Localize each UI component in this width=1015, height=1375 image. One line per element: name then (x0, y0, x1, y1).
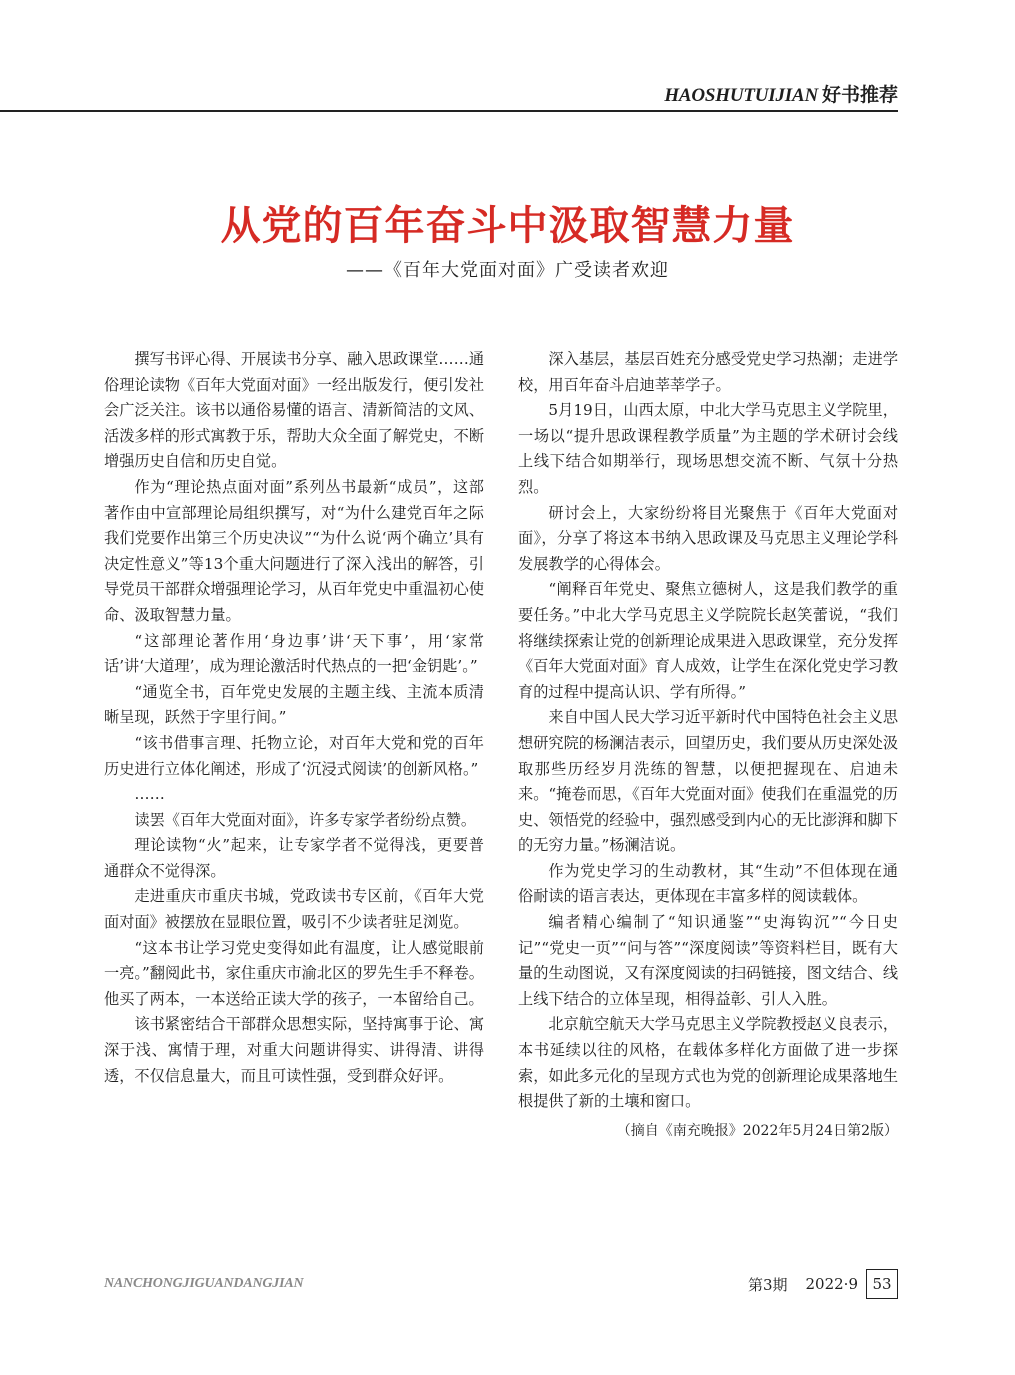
page-number: 53 (866, 1269, 898, 1299)
paragraph: “这本书让学习党史变得如此有温度，让人感觉眼前一亮。”翻阅此书，家住重庆市渝北区的罗先生手不释卷。他买了两本，一本送给正读大学的孩子，一本留给自己。 (104, 938, 484, 1008)
paragraph: …… (134, 785, 165, 804)
paragraph: 研讨会上，大家纷纷将目光聚焦于《百年大党面对面》，分享了将这本书纳入思政课及马克思主义理论学科发展教学的心得体会。 (518, 503, 898, 573)
section-label (664, 80, 898, 107)
paragraph: “该书借事言理、托物立论，对百年大党和党的百年历史进行立体化阐述，形成了‘沉浸式阅读’的创新风格。” (104, 733, 484, 778)
section-label-cn: 好书推荐 (821, 84, 898, 106)
article-subtitle: ——《百年大党面对面》广受读者欢迎 (346, 260, 669, 281)
paragraph: 5月19日，山西太原，中北大学马克思主义学院里，一场以“提升思政课程教学质量”为主题的学术研讨会线上线下结合如期举行，现场思想交流不断、气氛十分热烈。 (518, 401, 898, 496)
paragraph: 北京航空航天大学马克思主义学院教授赵义良表示，本书延续以往的风格，在载体多样化方面做了进一步探索，如此多元化的呈现方式也为党的创新理论成果落地生根提供了新的土壤和窗口。 (518, 1015, 898, 1111)
paragraph: “阐释百年党史、聚焦立德树人，这是我们教学的重要任务。”中北大学马克思主义学院院长赵笑蕾说，“我们将继续探索让党的创新理论成果进入思政课堂，充分发挥《百年大党面对面》育人成效，让学生在深化党史学习教育的过程中提高认识、学有所得。” (518, 580, 898, 701)
issue-date: 2022·9 (805, 1275, 858, 1293)
paragraph: 作为党史学习的生动教材，其“生动”不但体现在通俗耐读的语言表达，更体现在丰富多样的阅读载体。 (518, 861, 898, 906)
paragraph: “通览全书，百年党史发展的主题主线、主流本质清晰呈现，跃然于字里行间。” (104, 682, 484, 727)
page-footer (748, 1269, 898, 1299)
paragraph: 理论读物“火”起来，让专家学者不觉得浅，更要普通群众不觉得深。 (104, 836, 484, 880)
paragraph: 来自中国人民大学习近平新时代中国特色社会主义思想研究院的杨澜洁表示，回望历史，我们要从历史深处汲取那些历经岁月洗练的智慧，以便把握现在、启迪未来。“掩卷而思，《百年大党面对面》使我们在重温党的历史、领悟党的经验中，强烈感受到内心的无比澎湃和脚下的无穷力量。”杨澜洁说。 (518, 708, 898, 855)
page-header (0, 76, 898, 112)
right-column (518, 347, 898, 1144)
paragraph: 编者精心编制了“知识通鉴”“史海钩沉”“今日史记”“党史一页”“问与答”“深度阅读”等资料栏目，既有大量的生动图说，又有深度阅读的扫码链接，图文结合、线上线下结合的立体呈现，相得益彰、引人入胜。 (518, 913, 898, 1008)
journal-name: NANCHONGJIGUANDANGJIAN (104, 1276, 304, 1291)
paragraph: “这部理论著作用‘身边事’讲‘天下事’，用‘家常话’讲‘大道理’，成为理论激活时代热点的一把‘金钥匙’。” (104, 631, 484, 676)
paragraph: 走进重庆市重庆书城，党政读书专区前，《百年大党面对面》被摆放在显眼位置，吸引不少读者驻足浏览。 (104, 887, 484, 932)
source-note: （摘自《南充晚报》2022年5月24日第2版） (616, 1122, 898, 1139)
left-column (104, 347, 484, 1089)
paragraph: 撰写书评心得、开展读书分享、融入思政课堂……通俗理论读物《百年大党面对面》一经出版发行，便引发社会广泛关注。该书以通俗易懂的语言、清新简洁的文风、活泼多样的形式寓教于乐，帮助大众全面了解党史，不断增强历史自信和历史自觉。 (104, 350, 484, 471)
paragraph: 读罢《百年大党面对面》，许多专家学者纷纷点赞。 (134, 810, 477, 829)
paragraph: 作为“理论热点面对面”系列丛书最新“成员”，这部著作由中宣部理论局组织撰写，对“为什么建党百年之际我们党要作出第三个历史决议”“为什么说‘两个确立’具有决定性意义”等13个重大问题进行了深入浅出的解答，引导党员干部群众增强理论学习，从百年党史中重温初心使命、汲取智慧力量。 (104, 477, 484, 624)
paragraph: 深入基层，基层百姓充分感受党史学习热潮；走进学校，用百年奋斗启迪莘莘学子。 (518, 350, 898, 394)
issue-number: 第3期 (747, 1275, 788, 1294)
article-title: 从党的百年奋斗中汲取智慧力量 (220, 202, 795, 249)
paragraph: 该书紧密结合干部群众思想实际，坚持寓事于论、寓深于浅、寓情于理，对重大问题讲得实、讲得清、讲得透，不仅信息量大，而且可读性强，受到群众好评。 (104, 1015, 484, 1085)
section-label-en: HAOSHUTUIJIAN (664, 85, 818, 106)
